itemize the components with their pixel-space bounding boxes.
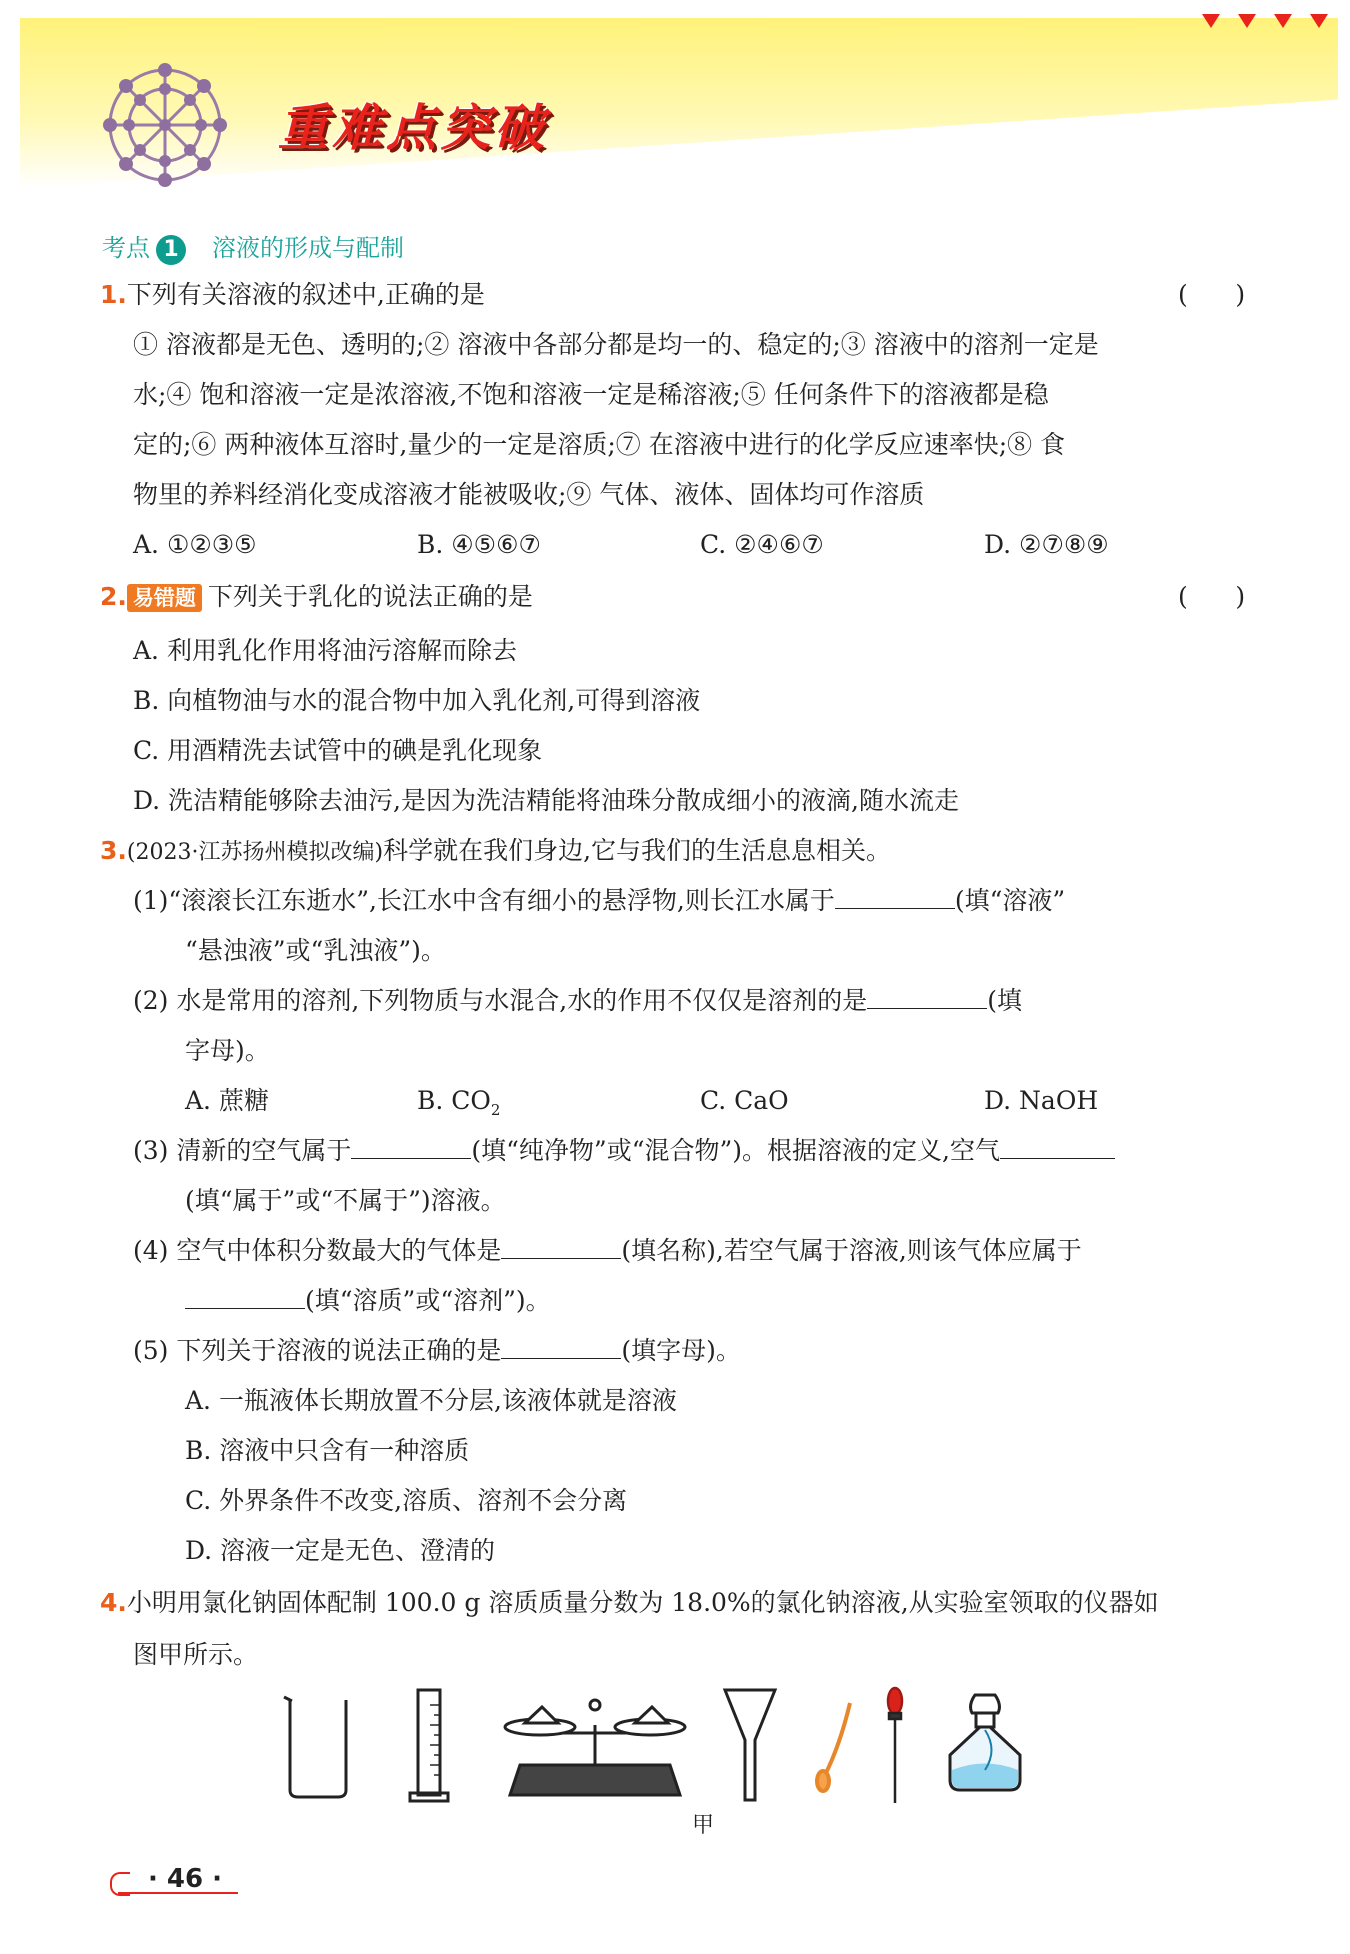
q4-stem: 4.小明用氯化钠固体配制 100.0 g 溶质质量分数为 18.0%的氯化钠溶液,从实验室领取的仪器如 [100,1588,1159,1617]
section-prefix: 考点 [102,234,150,262]
q3-part2-cont: 字母)。 [185,1036,270,1065]
q1-line-3: 定的;⑥ 两种液体互溶时,量少的一定是溶质;⑦ 在溶液中进行的化学反应速率快;⑧ 食 [133,430,1066,459]
q3-number: 3. [100,836,127,865]
fullerene-molecule-icon [100,60,230,190]
q3-part4-cont: (填“溶质”或“溶剂”)。 [185,1286,551,1316]
q2-option-c: C. 用酒精洗去试管中的碘是乳化现象 [133,736,543,765]
answer-blank[interactable] [501,1336,621,1359]
q3-part3: (3) 清新的空气属于 (填“纯净物”或“混合物”)。根据溶液的定义,空气 [133,1136,1115,1166]
q3-part2: (2) 水是常用的溶剂,下列物质与水混合,水的作用不仅仅是溶剂的是 (填 [133,986,1023,1015]
q4-stem-cont: 图甲所示。 [133,1640,259,1669]
answer-blank[interactable] [501,1236,621,1259]
answer-blank[interactable] [1000,1136,1115,1159]
beaker-icon [284,1697,346,1797]
dropper-icon [888,1688,902,1803]
q4-number: 4. [100,1588,127,1617]
q1-stem: 1.下列有关溶液的叙述中,正确的是 [100,280,485,309]
q3-part3-cont: (填“属于”或“不属于”)溶液。 [185,1186,506,1215]
q2-option-a: A. 利用乳化作用将油污溶解而除去 [133,636,517,665]
q3-source: (2023·江苏扬州模拟改编) [126,840,384,865]
section-title: 溶液的形成与配制 [212,234,404,262]
answer-blank[interactable] [835,886,955,909]
q3-part2-option-d: D. NaOH [984,1086,1099,1115]
spatula-icon [817,1703,850,1791]
lab-apparatus-figure [280,1685,1140,1805]
q1-answer-paren: ( ) [1178,280,1246,309]
error-prone-tag: 易错题 [127,584,202,612]
q3-part2-option-c: C. CaO [700,1086,789,1115]
q2-option-d: D. 洗洁精能够除去油污,是因为洗洁精能将油珠分散成细小的液滴,随水流走 [133,786,959,815]
answer-blank[interactable] [351,1136,471,1159]
q2-option-b: B. 向植物油与水的混合物中加入乳化剂,可得到溶液 [133,686,701,715]
q3-part5-option-c: C. 外界条件不改变,溶质、溶剂不会分离 [185,1486,628,1515]
q2-number: 2. [100,582,127,611]
corner-decoration [1202,14,1332,30]
q1-option-d: D. ②⑦⑧⑨ [984,530,1109,559]
figure-caption: 甲 [692,1813,715,1838]
q1-option-c: C. ②④⑥⑦ [700,530,824,559]
q3-part5-option-a: A. 一瓶液体长期放置不分层,该液体就是溶液 [185,1386,677,1415]
q3-part5: (5) 下列关于溶液的说法正确的是 (填字母)。 [133,1336,741,1365]
q3-part4: (4) 空气中体积分数最大的气体是 (填名称),若空气属于溶液,则该气体应属于 [133,1236,1082,1265]
q2-answer-paren: ( ) [1178,582,1246,611]
funnel-icon [725,1690,775,1800]
q3-stem: 3.(2023·江苏扬州模拟改编)科学就在我们身边,它与我们的生活息息相关。 [100,836,892,865]
page-title: 重难点突破 [278,99,548,157]
graduated-cylinder-icon [410,1690,448,1801]
q1-option-b: B. ④⑤⑥⑦ [417,530,541,559]
q3-part2-option-b: B. $CO_2$ [417,1086,501,1119]
q2-stem: 2. 易错题 下列关于乳化的说法正确的是 [100,582,533,611]
alcohol-lamp-icon [950,1695,1020,1790]
q3-part5-option-b: B. 溶液中只含有一种溶质 [185,1436,470,1465]
answer-blank[interactable] [185,1286,305,1309]
q3-part2-option-a: A. 蔗糖 [185,1086,269,1115]
q3-part1: (1)“滚滚长江东逝水”,长江水中含有细小的悬浮物,则长江水属于 (填“溶液” [133,886,1066,915]
q1-option-a: A. ①②③⑤ [133,530,257,559]
q3-part5-option-d: D. 溶液一定是无色、澄清的 [185,1536,496,1565]
answer-blank[interactable] [867,986,987,1009]
q1-line-1: ① 溶液都是无色、透明的;② 溶液中各部分都是均一的、稳定的;③ 溶液中的溶剂一定是 [133,330,1099,359]
q3-part1-cont: “悬浊液”或“乳浊液”)。 [185,936,446,965]
page-number: · 46 · [148,1864,223,1894]
q1-number: 1. [100,280,127,309]
section-heading [102,228,404,265]
q1-line-2: 水;④ 饱和溶液一定是浓溶液,不饱和溶液一定是稀溶液;⑤ 任何条件下的溶液都是稳 [133,380,1049,409]
balance-scale-icon [505,1700,685,1795]
q1-line-4: 物里的养料经消化变成溶液才能被吸收;⑨ 气体、液体、固体均可作溶质 [133,480,925,509]
section-number-badge: 1 [156,235,186,265]
